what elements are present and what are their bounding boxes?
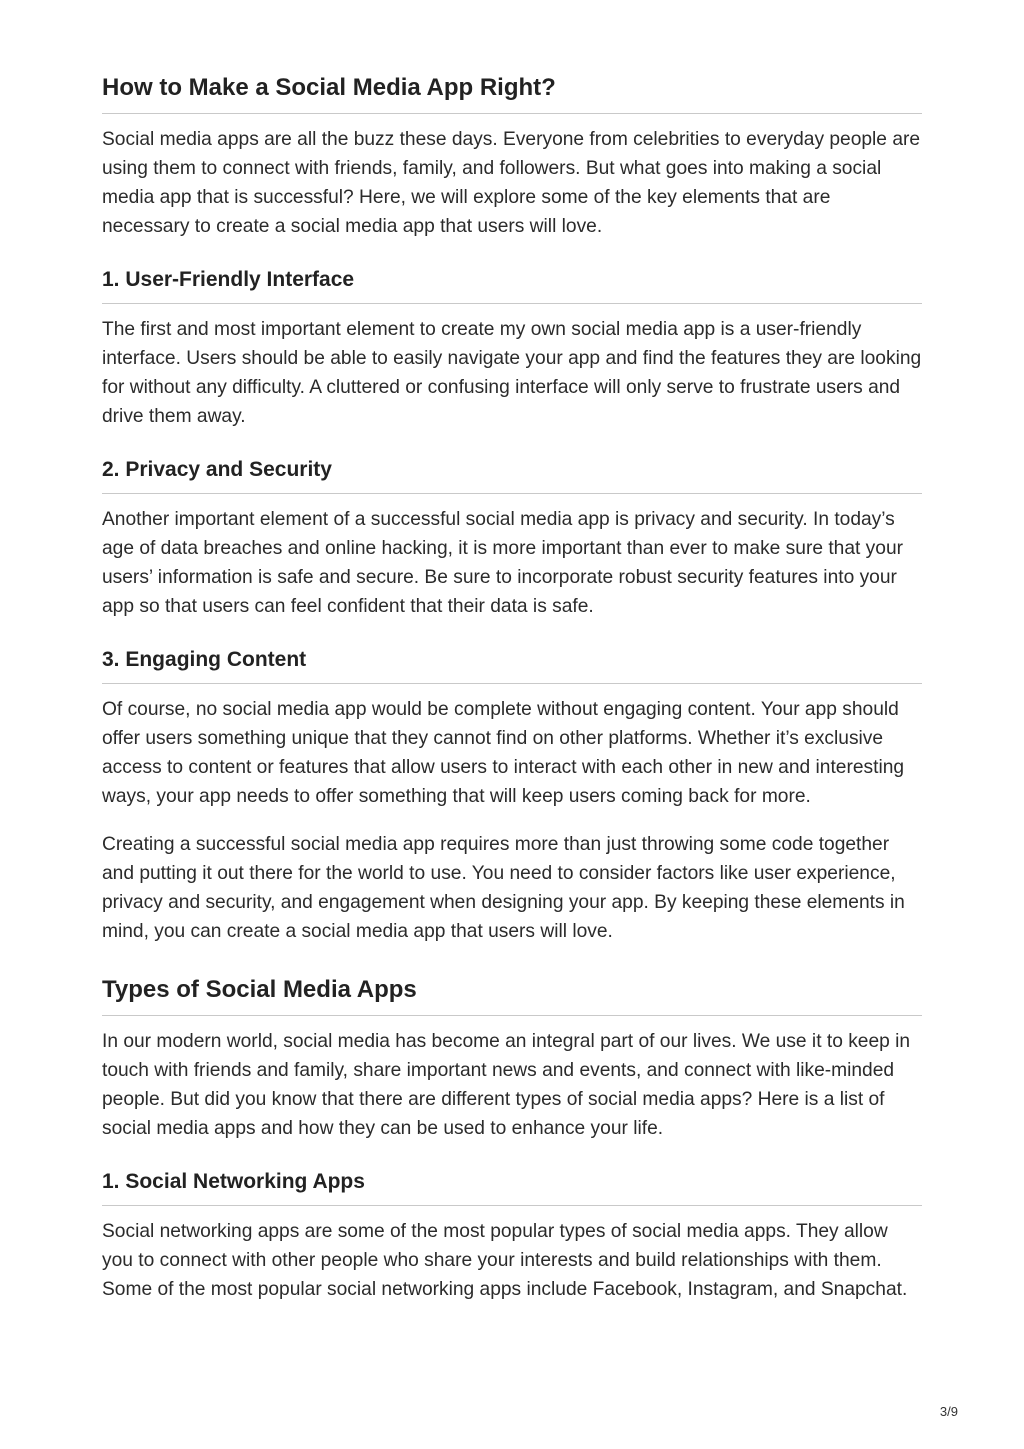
heading-divider [102, 303, 922, 304]
heading-divider [102, 683, 922, 684]
page-number: 3/9 [939, 1404, 958, 1419]
paragraph-conclusion: Creating a successful social media app requires more than just throwing some code together and putting it out there for the world to use. You need to consider factors like user experience, privacy and security, and engagement when designing your app. By keeping these elements in mind, you can create a social media app that users will love. [102, 834, 905, 942]
paragraph-intro: Social media apps are all the buzz these days. Everyone from celebrities to everyday people are using them to connect with friends, family, and followers. But what goes into making a social media app that is successful? Here, we will explore some of the key elements that are necessary to create a social media app that users will love. [102, 129, 921, 237]
heading-divider [102, 1205, 922, 1206]
paragraph-engaging-content: Of course, no social media app would be complete without engaging content. Your app should offer users something unique that they cannot find on other platforms. Whether it’s exclusive access to content or features that allow users to interact with each other in new and interesting ways, your app needs to offer something that will keep users coming back for more. [102, 699, 905, 807]
heading-social-networking-apps: 1. Social Networking Apps [102, 1170, 365, 1193]
heading-user-friendly-interface: 1. User-Friendly Interface [102, 268, 355, 291]
paragraph-privacy-security: Another important element of a successful social media app is privacy and security. In today’s age of data breaches and online hacking, it is more important than ever to make sure that your users’ information is safe and secure. Be sure to incorporate robust security features into your app so that users can feel confident that their data is safe. [102, 509, 904, 617]
heading-privacy-security: 2. Privacy and Security [102, 458, 332, 481]
heading-divider [102, 1015, 922, 1016]
paragraph-types-intro: In our modern world, social media has become an integral part of our lives. We use it to keep in touch with friends and family, share important news and events, and connect with like-minded people. But did you know that there are different types of social media apps? Here is a list of social media apps and how they can be used to enhance your life. [102, 1031, 911, 1139]
heading-divider [102, 113, 922, 114]
heading-types-of-apps: Types of Social Media Apps [102, 976, 417, 1003]
document-page [102, 72, 922, 1304]
heading-engaging-content: 3. Engaging Content [102, 648, 307, 671]
heading-how-to-make-app: How to Make a Social Media App Right? [102, 74, 556, 101]
paragraph-user-friendly-interface: The first and most important element to create my own social media app is a user-friendly interface. Users should be able to easily navigate your app and find the features they are looking for without any difficulty. A cluttered or confusing interface will only serve to frustrate users and drive them away. [102, 319, 922, 427]
paragraph-social-networking-apps: Social networking apps are some of the most popular types of social media apps. They allow you to connect with other people who share your interests and build relationships with them. Some of the most popular social networking apps include Facebook, Instagram, and Snapchat. [102, 1221, 908, 1300]
heading-divider [102, 493, 922, 494]
